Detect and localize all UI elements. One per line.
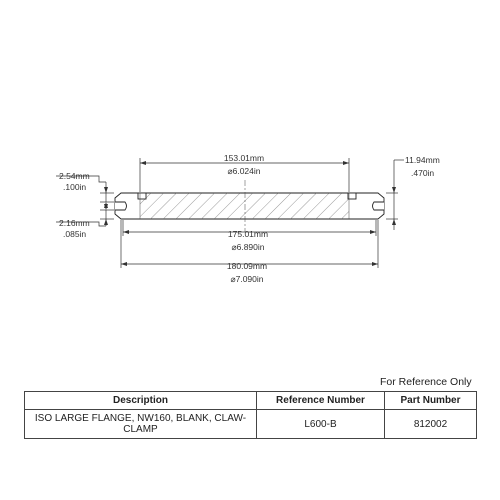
part-number-header: Part Number (385, 392, 477, 410)
reference-number-header: Reference Number (257, 392, 385, 410)
flange-cross-section (115, 180, 384, 232)
top-groove-in-label: .100in (63, 182, 87, 192)
svg-text:⌀6.890in (231, 242, 264, 252)
outer-in-label: 7.090in (235, 274, 264, 284)
svg-text:⌀6.024in (227, 166, 260, 176)
reference-number-cell: L600-B (257, 410, 385, 439)
top-groove-dimension (56, 171, 114, 208)
part-number-cell: 812002 (385, 410, 477, 439)
table-row (25, 410, 477, 439)
diameter-symbol: ⌀ (230, 274, 236, 284)
bottom-groove-mm-label: 2.16mm (59, 218, 90, 228)
bore-diameter-dimension (123, 220, 376, 252)
inner-mm-label: 153.01mm (223, 153, 265, 163)
description-header: Description (25, 392, 257, 410)
part-table (24, 391, 477, 439)
bore-mm-label: 175.01mm (227, 229, 269, 239)
top-groove-mm-label: 2.54mm (59, 171, 90, 181)
diameter-symbol: ⌀ (231, 242, 237, 252)
reference-note: For Reference Only (380, 376, 472, 388)
thickness-in-label: .470in (411, 168, 435, 178)
inner-in-label: 6.024in (232, 166, 261, 176)
diameter-symbol: ⌀ (227, 166, 233, 176)
outer-mm-label: 180.09mm (226, 261, 268, 271)
thickness-mm-label: 11.94mm (405, 155, 440, 165)
svg-text:⌀7.090in (230, 274, 263, 284)
bottom-groove-in-label: .085in (63, 229, 87, 239)
table-header-row (25, 392, 477, 410)
thickness-dimension (386, 155, 440, 230)
description-cell: ISO LARGE FLANGE, NW160, BLANK, CLAW-CLAMP (25, 410, 257, 439)
bore-in-label: 6.890in (236, 242, 265, 252)
inner-diameter-dimension (140, 153, 349, 192)
bottom-groove-dimension (56, 204, 114, 239)
